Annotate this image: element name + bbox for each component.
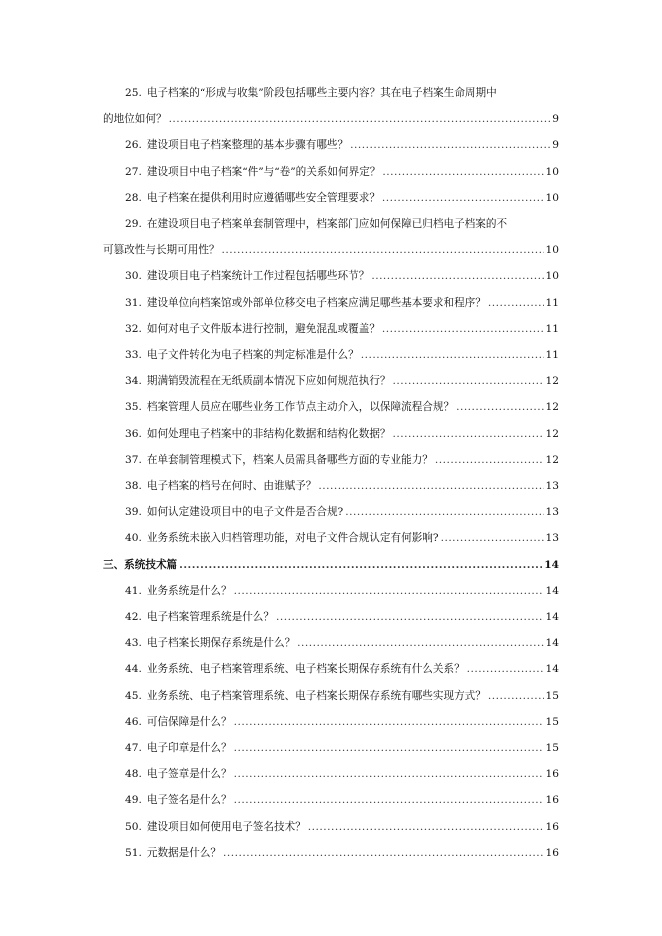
entry-number: 34. (125, 375, 142, 388)
dot-leader (234, 741, 544, 755)
page-number: 12 (545, 427, 559, 440)
dot-leader (361, 348, 544, 362)
toc-entry (125, 348, 559, 362)
entry-number: 30. (125, 270, 142, 283)
entry-number: 43. (125, 637, 142, 650)
page-number: 15 (545, 689, 559, 702)
entry-title: 在单套制管理模式下，档案人员需具备哪些方面的专业能力？ (146, 453, 433, 466)
entry-title: 电子档案管理系统是什么？ (146, 611, 274, 623)
entry-title-line1: 电子档案的“形成与收集”阶段包括哪些主要内容？其在电子档案生命周期中 (146, 87, 497, 99)
entry-title: 建设项目中电子档案“件”与“卷”的关系如何界定？ (146, 165, 381, 178)
entry-number: 47. (125, 742, 142, 754)
page-number: 14 (545, 584, 559, 597)
dot-leader (297, 636, 543, 650)
dot-leader (318, 479, 543, 493)
entry-number: 39. (125, 506, 142, 519)
entry-title: 期满销毁流程在无纸质副本情况下应如何规范执行？ (146, 375, 391, 388)
entry-title: 可信保障是什么？ (146, 715, 232, 728)
entry-title: 如何对电子文件版本进行控制，避免混乱或覆盖？ (146, 322, 380, 335)
toc-entry (125, 165, 559, 179)
toc-section-heading (103, 558, 559, 572)
toc-entry (125, 479, 559, 493)
entry-number: 49. (125, 794, 142, 807)
entry-title-line2: 的地位如何？ (103, 113, 167, 126)
dot-leader (371, 269, 543, 283)
dot-leader (234, 584, 544, 598)
toc-entry-continuation (103, 243, 559, 257)
page-number: 13 (545, 480, 559, 492)
dot-leader (345, 505, 543, 519)
entry-number: 37. (125, 453, 142, 466)
entry-title: 建设项目电子档案整理的基本步骤有哪些？ (146, 139, 349, 152)
page-number: 16 (545, 768, 559, 781)
toc-entry (125, 86, 559, 100)
page-number: 11 (545, 322, 559, 335)
entry-title: 业务系统是什么？ (146, 584, 232, 597)
entry-number: 33. (125, 349, 142, 361)
page-number: 16 (545, 820, 559, 833)
entry-number: 40. (125, 532, 142, 545)
toc-entry (125, 217, 559, 231)
entry-title: 电子档案的档号在何时、由谁赋予？ (146, 480, 317, 492)
entry-title: 电子档案长期保存系统是什么？ (146, 637, 296, 650)
entry-title-line2: 可篡改性与长期可用性？ (103, 244, 220, 257)
page-number: 12 (545, 453, 559, 466)
toc-entry (125, 689, 559, 703)
page-number: 10 (545, 191, 559, 204)
entry-number: 46. (125, 715, 142, 728)
page-number: 13 (545, 532, 559, 545)
entry-title: 元数据是什么？ (146, 846, 222, 859)
dot-leader (234, 793, 544, 807)
dot-leader (467, 662, 544, 676)
entry-title: 建设项目如何使用电子签名技术？ (146, 820, 306, 833)
entry-number: 45. (125, 689, 142, 702)
toc-entry (125, 793, 559, 807)
page-number: 9 (552, 139, 559, 152)
entry-title: 建设项目电子档案统计工作过程包括哪些环节？ (146, 270, 370, 283)
page-number: 14 (545, 663, 559, 676)
entry-title: 档案管理人员应在哪些业务工作节点主动介入，以保障流程合规？ (146, 401, 455, 414)
dot-leader (393, 374, 544, 388)
dot-leader (234, 715, 544, 729)
entry-title: 业务系统未嵌入归档管理功能，对电子文件合规认定有何影响? (146, 532, 439, 545)
page-number: 11 (545, 296, 559, 309)
entry-number: 48. (125, 768, 142, 781)
page-number: 14 (545, 611, 559, 623)
toc-entry (125, 505, 559, 519)
section-title: 三、系统技术篇 (103, 558, 178, 571)
toc-entry (125, 715, 559, 729)
entry-number: 29. (125, 218, 142, 230)
entry-number: 26. (125, 139, 142, 152)
page-number: 15 (545, 742, 559, 754)
dot-leader (350, 138, 550, 152)
entry-title: 业务系统、电子档案管理系统、电子档案长期保存系统有什么关系？ (146, 663, 465, 676)
toc-entry (125, 584, 559, 598)
dot-leader (382, 191, 544, 205)
entry-title: 电子签章是什么？ (146, 768, 232, 781)
toc-entry (125, 531, 559, 545)
dot-leader (435, 453, 544, 467)
entry-title: 业务系统、电子档案管理系统、电子档案长期保存系统有哪些实现方式？ (146, 689, 486, 702)
dot-leader (222, 243, 544, 257)
entry-number: 28. (125, 191, 142, 204)
entry-number: 25. (125, 87, 142, 99)
toc-entry (125, 296, 559, 310)
entry-number: 42. (125, 611, 142, 623)
entry-title: 电子档案在提供利用时应遵循哪些安全管理要求？ (146, 191, 380, 204)
toc-entry (125, 846, 559, 860)
dot-leader (382, 165, 543, 179)
page-number: 12 (545, 401, 559, 414)
dot-leader (441, 531, 544, 545)
page-number: 9 (552, 113, 559, 126)
toc-entry (125, 400, 559, 414)
entry-number: 41. (125, 584, 142, 597)
entry-number: 35. (125, 401, 142, 414)
entry-number: 51. (125, 846, 142, 859)
toc-entry (125, 374, 559, 388)
toc-entry (125, 138, 559, 152)
page-number: 14 (544, 558, 559, 571)
toc-entry (125, 767, 559, 781)
toc-entry (125, 636, 559, 650)
entry-title: 建设单位向档案馆或外部单位移交电子档案应满足哪些基本要求和程序？ (146, 296, 486, 309)
dot-leader (234, 767, 544, 781)
toc-entry (125, 610, 559, 624)
toc-entry-continuation (103, 112, 559, 126)
entry-title: 如何认定建设项目中的电子文件是否合规? (146, 506, 344, 519)
entry-title: 电子文件转化为电子档案的判定标准是什么？ (146, 349, 359, 361)
entry-number: 32. (125, 322, 142, 335)
page-number: 13 (545, 506, 559, 519)
entry-number: 38. (125, 480, 142, 492)
dot-leader (488, 689, 544, 703)
page-number: 10 (545, 165, 559, 178)
entry-number: 31. (125, 296, 142, 309)
entry-title: 电子签名是什么？ (146, 794, 232, 807)
entry-number: 44. (125, 663, 142, 676)
page-number: 10 (545, 244, 559, 257)
entry-title: 电子印章是什么？ (146, 742, 232, 754)
dot-leader (169, 112, 551, 126)
toc-entry (125, 453, 559, 467)
toc-entry (125, 820, 559, 834)
toc-entry (125, 662, 559, 676)
toc-entry (125, 322, 559, 336)
toc-entry (125, 427, 559, 441)
dot-leader (488, 296, 544, 310)
dot-leader (223, 846, 544, 860)
toc-entry (125, 191, 559, 205)
dot-leader (179, 558, 542, 572)
page-number: 12 (545, 375, 559, 388)
page-number: 16 (545, 846, 559, 859)
page-number: 15 (545, 715, 559, 728)
dot-leader (276, 610, 544, 624)
dot-leader (308, 820, 544, 834)
toc-entry (125, 741, 559, 755)
dot-leader (393, 427, 544, 441)
entry-number: 27. (125, 165, 142, 178)
page-number: 11 (545, 349, 559, 361)
page-number: 10 (545, 270, 559, 283)
entry-number: 36. (125, 427, 142, 440)
entry-title: 如何处理电子档案中的非结构化数据和结构化数据？ (146, 427, 391, 440)
entry-title-line1: 在建设项目电子档案单套制管理中，档案部门应如何保障已归档电子档案的不 (146, 218, 508, 230)
dot-leader (456, 400, 543, 414)
entry-number: 50. (125, 820, 142, 833)
dot-leader (382, 322, 544, 336)
page-number: 16 (545, 794, 559, 807)
page-number: 14 (545, 637, 559, 650)
toc-entry (125, 269, 559, 283)
